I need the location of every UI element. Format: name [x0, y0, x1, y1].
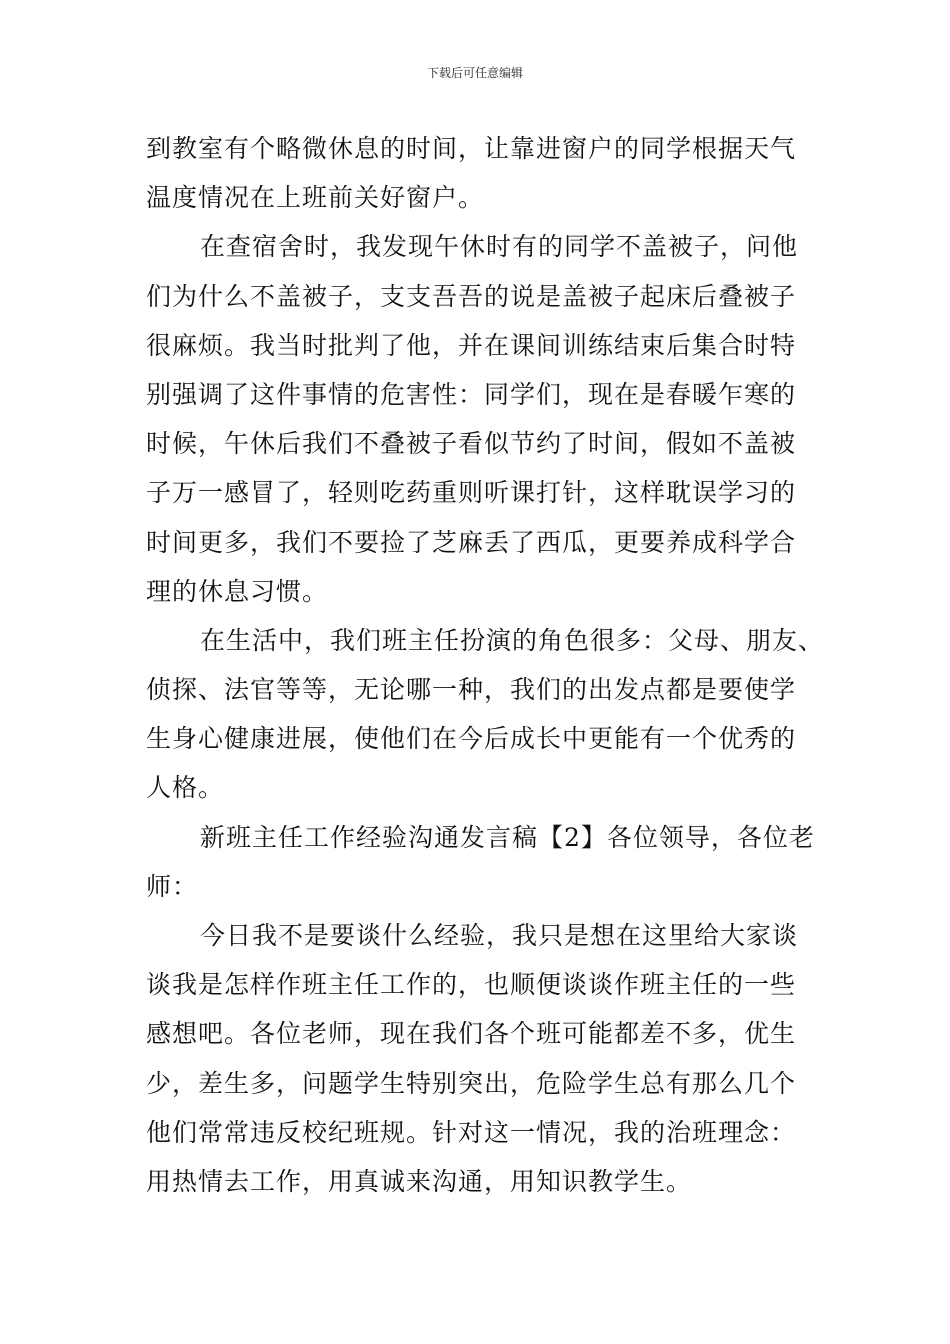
- text-line: 感想吧。各位老师，现在我们各个班可能都差不多，优生: [146, 1019, 797, 1049]
- text-line: 用热情去工作，用真诚来沟通，用知识教学生。: [146, 1166, 693, 1196]
- text-line: 少，差生多，问题学生特别突出，危险学生总有那么几个: [146, 1068, 797, 1098]
- paragraph-start-line: 在查宿舍时，我发现午休时有的同学不盖被子，问他: [200, 232, 799, 262]
- text-line: 时间更多，我们不要捡了芝麻丢了西瓜，更要养成科学合: [146, 527, 797, 557]
- text-line: 人格。: [146, 773, 225, 803]
- text-line: 理的休息习惯。: [146, 576, 329, 606]
- paragraph-start-line: 在生活中，我们班主任扮演的角色很多：父母、朋友、: [200, 625, 825, 655]
- text-line: 别强调了这件事情的危害性：同学们，现在是春暖乍寒的: [146, 379, 797, 409]
- paragraph-start-line: 今日我不是要谈什么经验，我只是想在这里给大家谈: [200, 921, 799, 950]
- document-body: [146, 124, 825, 1206]
- text-line: 他们常常违反校纪班规。针对这一情况，我的治班理念：: [146, 1117, 797, 1147]
- text-line: 时候，午休后我们不叠被子看似节约了时间，假如不盖被: [146, 429, 797, 459]
- text-line: 侦探、法官等等，无论哪一种，我们的出发点都是要使学: [146, 675, 797, 705]
- page-header-note: 下载后可任意编辑: [426, 66, 523, 80]
- text-line: 生身心健康进展，使他们在今后成长中更能有一个优秀的: [146, 724, 797, 754]
- text-line: 们为什么不盖被子，支支吾吾的说是盖被子起床后叠被子: [146, 281, 797, 311]
- text-line: 很麻烦。我当时批判了他，并在课间训练结束后集合时特: [146, 330, 797, 360]
- text-line: 师：: [146, 871, 199, 901]
- text-line: 谈我是怎样作班主任工作的，也顺便谈谈作班主任的一些: [146, 970, 797, 1000]
- text-line: 子万一感冒了，轻则吃药重则听课打针，这样耽误学习的: [146, 478, 797, 508]
- text-line: 温度情况在上班前关好窗户。: [146, 183, 485, 213]
- section-heading-line: 新班主任工作经验沟通发言稿【2】各位领导，各位老: [200, 822, 815, 852]
- text-line: 到教室有个略微休息的时间，让靠进窗户的同学根据天气: [146, 134, 797, 163]
